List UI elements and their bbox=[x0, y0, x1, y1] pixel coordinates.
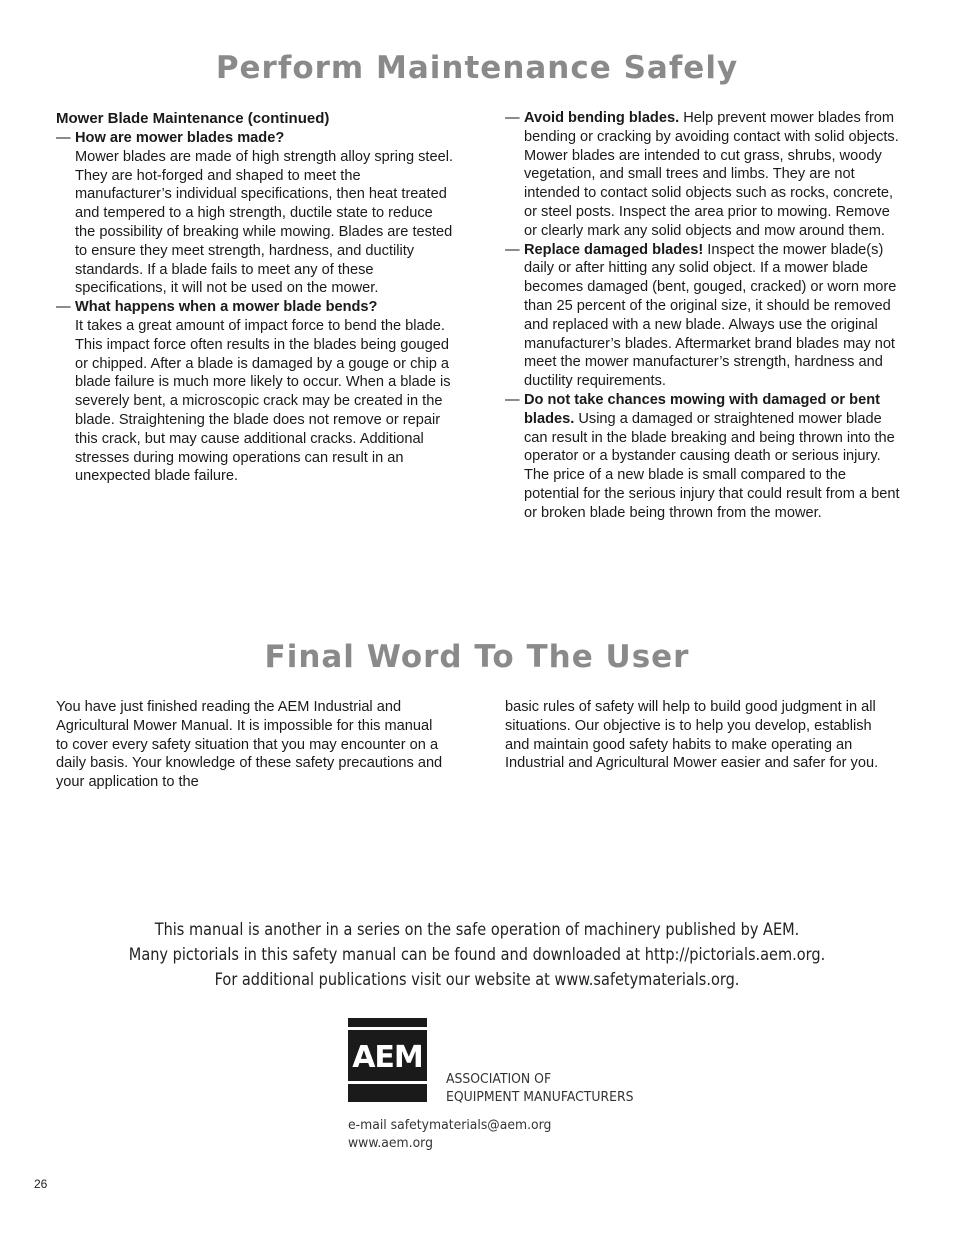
list-item bbox=[56, 129, 456, 298]
final-word-right bbox=[505, 698, 900, 773]
page-number: 26 bbox=[34, 1177, 48, 1191]
logo-top-bar bbox=[348, 1027, 427, 1030]
item-heading: How are mower blades made? bbox=[75, 130, 285, 146]
logo-mark-text: AEM bbox=[352, 1040, 423, 1075]
item-body: Mower blades are made of high strength alloy spring steel. They are hot-forged and shaped to meet the manufacturer’s individual specifications, then heat treated and tempered to a high strength, ductile state to reduce the possibility of breaking while mowing. Blades are tested to ensure they meet strength, hardness, and ductility standards. If a blade fails to meet any of these specifications, it will not be used on the mower. bbox=[75, 148, 454, 297]
item-body: Using a damaged or straightened mower blade can result in the blade breaking and being thrown into the operator or a bystander causing death or serious injury. The price of a new blade is small compared to the potential for the serious injury that could result from a bent or broken blade being thrown from the mower. bbox=[524, 410, 900, 521]
dash-bullet: — bbox=[505, 110, 520, 126]
dash-bullet: — bbox=[56, 130, 71, 146]
item-heading: Do not take chances mowing with damaged or bent blades. bbox=[524, 391, 880, 427]
final-word-paragraph-right: basic rules of safety will help to build good judgment in all situations. Our objective is to help you develop, establish and maintain good safety habits to make operating an Industrial and Agricultural Mower easier and safer for you. bbox=[505, 699, 879, 772]
list-item bbox=[505, 391, 905, 523]
left-column bbox=[56, 109, 456, 486]
contact-website: www.aem.org bbox=[348, 1135, 433, 1151]
organization-line: ASSOCIATION OF bbox=[446, 1071, 552, 1087]
list-item bbox=[505, 241, 905, 391]
item-body: Inspect the mower blade(s) daily or after hitting any solid object. If a mower blade becomes damaged (bent, gouged, cracked) or worn more than 25 percent of the original size, it should be removed and replaced with a new blade. Always use the original manufacturer’s blades. Aftermarket brand blades may not meet the mower manufacturer’s strength, hardness and ductility requirements. bbox=[524, 241, 897, 390]
list-item bbox=[56, 298, 456, 486]
page-title: Perform Maintenance Safely bbox=[215, 50, 739, 86]
publication-line: Many pictorials in this safety manual can be found and downloaded at http://pictorials.aem.org. bbox=[128, 945, 826, 964]
section-subheading: Mower Blade Maintenance (continued) bbox=[56, 110, 330, 127]
list-item bbox=[505, 109, 905, 241]
contact-info bbox=[348, 1116, 551, 1152]
item-body: It takes a great amount of impact force to bend the blade. This impact force often results in the blades being gouged or chipped. After a blade is damaged by a gouge or chip a blade failure is much more likely to occur. When a blade is severely bent, a microscopic crack may be created in the blade. Straightening the blade does not remove or repair this crack, but may cause additional cracks. Additional stresses during mowing operations can result in an unexpected blade failure. bbox=[75, 317, 451, 485]
item-body: Help prevent mower blades from bending or cracking by avoiding contact with solid objects. Mower blades are intended to cut grass, shrubs, woody vegetation, and small trees and limbs. They are not intended to contact solid objects such as rocks, concrete, or steel posts. Inspect the area prior to mowing. Remove or clearly mark any solid objects and mow around them. bbox=[524, 110, 899, 239]
section-title: Final Word To The User bbox=[264, 639, 690, 675]
dash-bullet: — bbox=[56, 299, 71, 316]
logo-bottom-bar bbox=[348, 1081, 427, 1084]
dash-bullet: — bbox=[505, 391, 520, 408]
right-column bbox=[505, 109, 905, 523]
item-heading: Replace damaged blades! bbox=[524, 241, 704, 258]
item-heading: Avoid bending blades. bbox=[524, 110, 680, 126]
final-word-left bbox=[56, 698, 446, 792]
contact-email: e-mail safetymaterials@aem.org bbox=[348, 1117, 552, 1133]
item-heading: What happens when a mower blade bends? bbox=[75, 299, 378, 316]
publication-line: This manual is another in a series on the safe operation of machinery published by AEM. bbox=[154, 920, 800, 939]
final-word-paragraph-left: You have just finished reading the AEM Industrial and Agricultural Mower Manual. It is impossible for this manual to cover every safety situation that you may encounter on a daily basis. Your knowledge of these safety precautions and your application to the bbox=[56, 699, 443, 791]
publication-note bbox=[57, 917, 897, 992]
dash-bullet: — bbox=[505, 241, 520, 258]
publication-line: For additional publications visit our website at www.safetymaterials.org. bbox=[214, 970, 740, 989]
organization-name bbox=[446, 1070, 633, 1106]
aem-logo bbox=[348, 1018, 427, 1102]
organization-line: EQUIPMENT MANUFACTURERS bbox=[446, 1089, 634, 1105]
